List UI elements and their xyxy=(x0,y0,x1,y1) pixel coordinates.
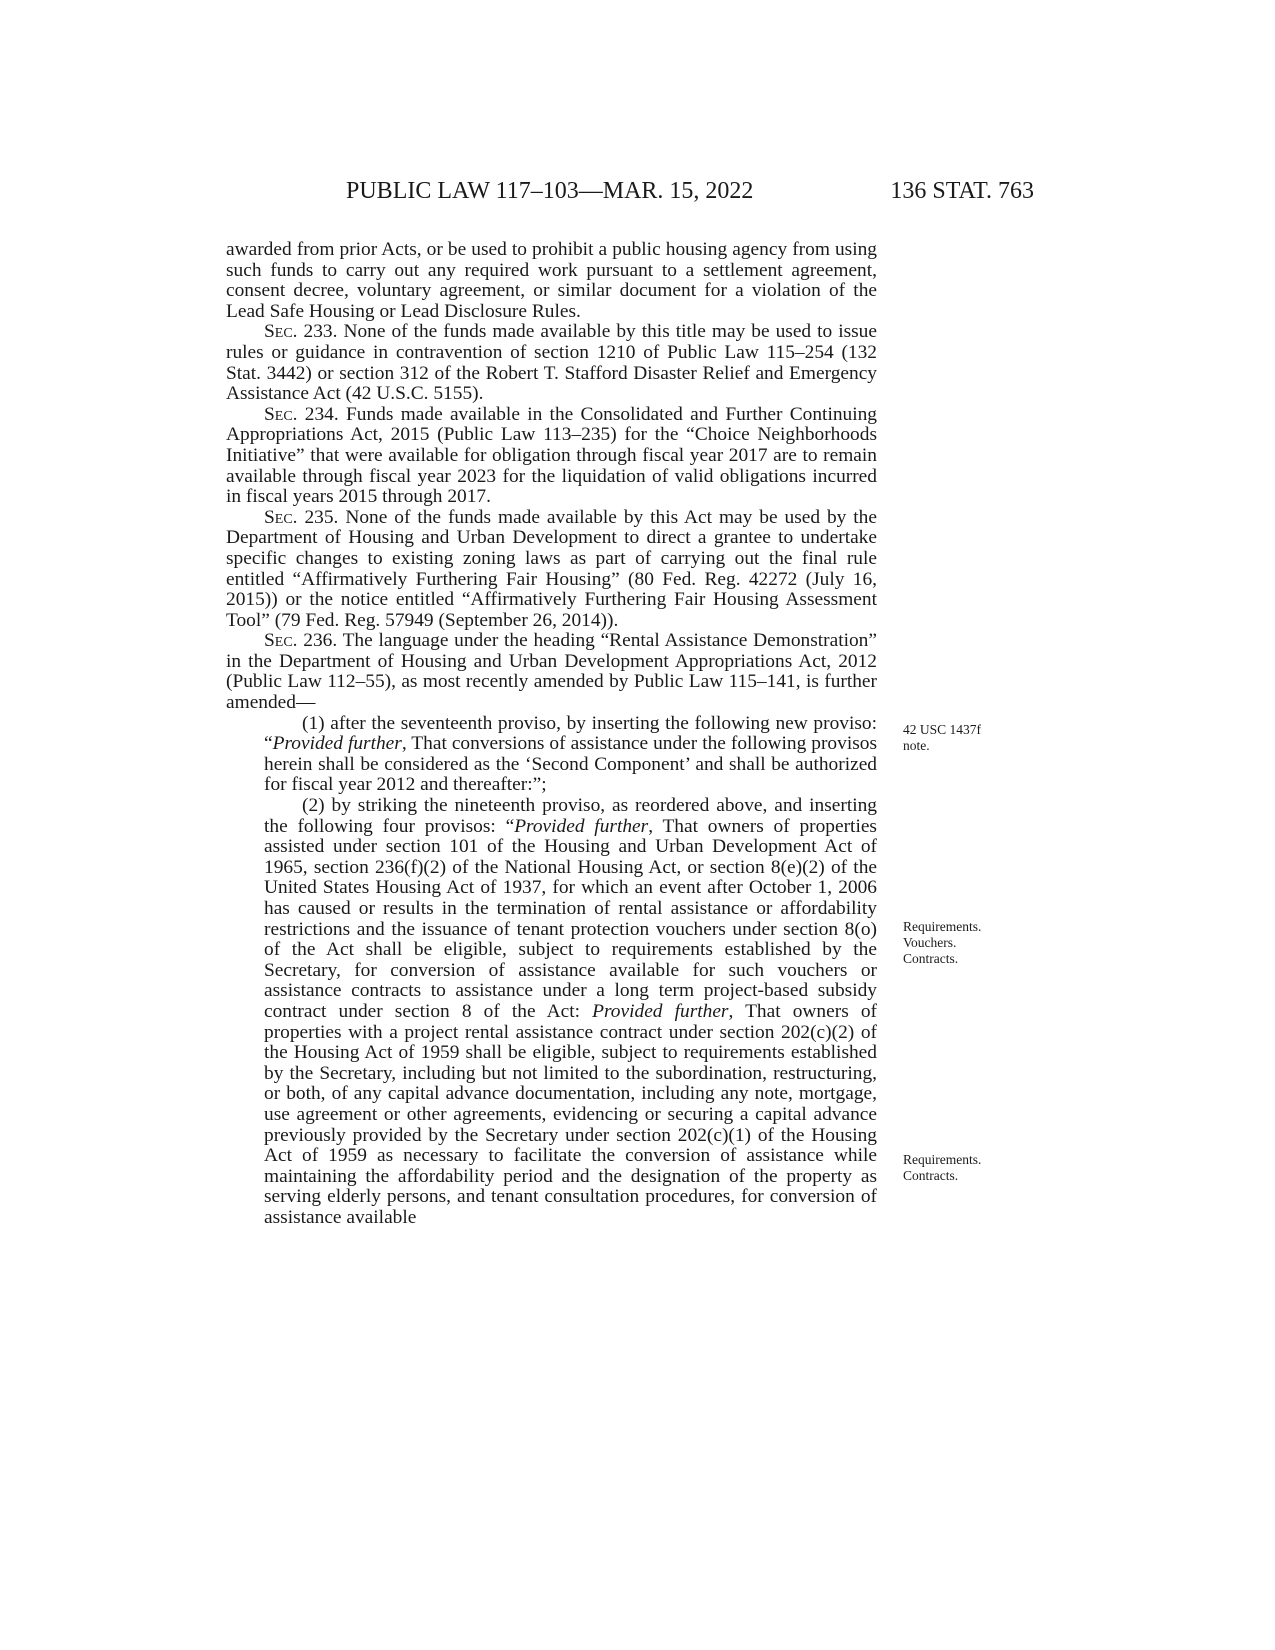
section-text: The language under the heading “Rental Assistance Demonstration” in the Department of Housing and Urban Development Appropriations Act, 2012 (Public Law 112–55), as most recently amended by Public Law 115–141, is further amended— xyxy=(226,630,877,714)
section-label: Sec. 236. xyxy=(264,630,338,652)
section-text: None of the funds made available by this Act may be used by the Department of Housing and Urban Development to direct a grantee to undertake specific changes to existing zoning laws as part of carrying out the final rule entitled “Affirmatively Furthering Fair Housing” (80 Fed. Reg. 42272 (July 16, 2015)) or the notice entitled “Affirmatively Furthering Fair Housing Assessment Tool” (79 Fed. Reg. 57949 (September 26, 2014)). xyxy=(226,506,877,631)
marginal-note-usc: 42 USC 1437f note. xyxy=(903,722,982,753)
page-header xyxy=(226,178,1034,218)
section-233 xyxy=(226,322,877,404)
section-label: Sec. 234. xyxy=(264,403,339,425)
section-236 xyxy=(226,631,877,713)
paragraph-item-1: (1) after the seventeenth proviso, by inserting the following new proviso: “Provided further, That conversions of assistance under the following provisos herein shall be considered as the ‘Second Component’ and shall be authorized for fiscal year 2012 and thereafter:”; xyxy=(264,712,877,796)
body-text xyxy=(226,240,877,1229)
section-text: None of the funds made available by this title may be used to issue rules or guidance in contravention of section 1210 of Public Law 115–254 (132 Stat. 3442) or section 312 of the Robert T. Stafford Disaster Relief and Emergency Assistance Act (42 U.S.C. 5155). xyxy=(226,321,877,405)
marginal-note-requirements-contracts: Requirements. Contracts. xyxy=(903,1152,982,1183)
section-label: Sec. 233. xyxy=(264,321,338,343)
section-label: Sec. 235. xyxy=(264,506,339,528)
marginal-note-requirements-vouchers: Requirements. Vouchers. Contracts. xyxy=(903,919,982,966)
page-number: 136 STAT. 763 xyxy=(890,178,1034,204)
paragraph-item-2: (2) by striking the nineteenth proviso, as reordered above, and inserting the following four provisos: “Provided further, That owners of properties assisted under section 101 of the Housing and Urban Development Act of 1965, section 236(f)(2) of the National Housing Act, or section 8(e)(2) of the United States Housing Act of 1937, for which an event after October 1, 2006 has caused or results in the termination of rental assistance or affordability restrictions and the issuance of tenant protection vouchers under section 8(o) of the Act shall be eligible, subject to requirements established by the Secretary, for conversion of assistance available for such vouchers or assistance contracts to assistance under a long term project-based subsidy contract under section 8 of the Act: Provided further, That owners of properties with a project rental assistance contract under section 202(c)(2) of the Housing Act of 1959 shall be eligible, subject to requirements established by the Secretary, including but not limited to the subordination, restructuring, or both, of any capital advance documentation, including any note, mortgage, use agreement or other agreements, evidencing or securing a capital advance previously provided by the Secretary under section 202(c)(1) of the Housing Act of 1959 as necessary to facilitate the conversion of assistance while maintaining the affordability period and the designation of the property as serving elderly persons, and tenant consultation procedures, for conversion of assistance available xyxy=(264,795,877,1228)
section-235 xyxy=(226,508,877,632)
italic-proviso: Provided further xyxy=(592,1000,729,1022)
running-title: PUBLIC LAW 117–103—MAR. 15, 2022 xyxy=(346,178,754,204)
italic-proviso: Provided further xyxy=(514,815,649,837)
section-234 xyxy=(226,405,877,508)
italic-proviso: Provided further xyxy=(272,733,402,755)
paragraph-continuation: awarded from prior Acts, or be used to prohibit a public housing agency from using such funds to carry out any required work pursuant to a settlement agreement, consent decree, voluntary agreement, or similar document for a violation of the Lead Safe Housing or Lead Disclosure Rules. xyxy=(226,239,877,322)
section-text: Funds made available in the Consolidated and Further Continuing Appropriations Act, 2015 (Public Law 113–235) for the “Choice Neighborhoods Initiative” that were available for obligation through fiscal year 2017 are to remain available through fiscal year 2023 for the liquidation of valid obligations incurred in fiscal years 2015 through 2017. xyxy=(226,403,877,508)
